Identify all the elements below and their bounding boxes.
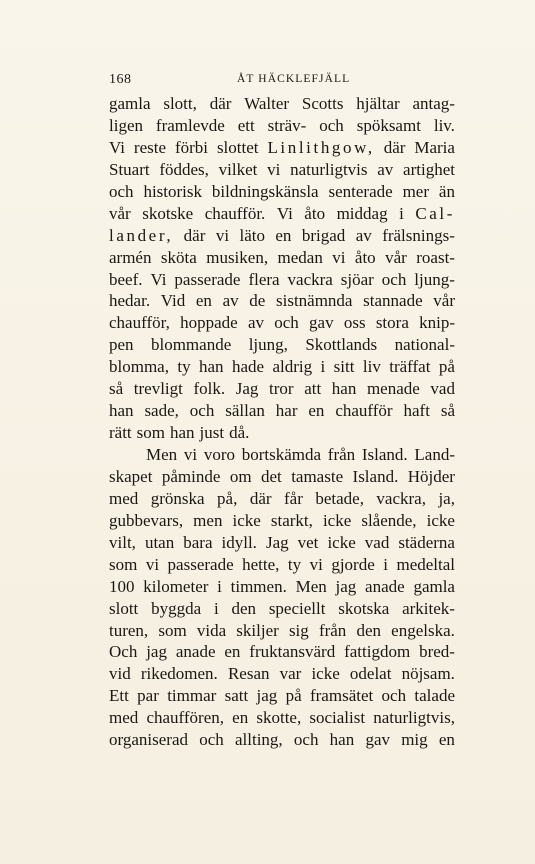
- word: och: [319, 115, 344, 135]
- word: vi: [309, 554, 323, 574]
- word: knip-: [419, 313, 455, 333]
- word: skotte,: [256, 708, 302, 728]
- word: Jag: [265, 532, 289, 552]
- word: sköta: [160, 247, 197, 267]
- word: Och: [109, 642, 138, 662]
- word: organiserad: [109, 730, 188, 750]
- word: Cal-: [415, 203, 455, 223]
- word: spöksamt: [356, 115, 421, 135]
- word: speciellt: [268, 598, 326, 618]
- word: tror: [269, 379, 294, 399]
- word: vad: [430, 379, 455, 399]
- word: från: [318, 620, 347, 640]
- word: just: [199, 423, 225, 443]
- word: en: [232, 708, 249, 728]
- word: sjöar: [340, 269, 374, 289]
- word: var: [279, 664, 302, 684]
- word: som: [158, 620, 187, 640]
- word: vackra,: [376, 488, 426, 508]
- word: och: [274, 313, 299, 333]
- word: av: [377, 159, 394, 179]
- word: historisk: [143, 181, 202, 201]
- word: föddes,: [159, 159, 209, 179]
- text-line: [109, 378, 455, 400]
- word: och: [381, 269, 407, 289]
- text-line: [109, 729, 455, 751]
- word: Scotts: [301, 94, 344, 113]
- word: förbi: [174, 137, 208, 157]
- text-line: [109, 181, 455, 203]
- word: utan: [144, 532, 175, 552]
- word: tamaste: [291, 466, 344, 486]
- word: Vid: [160, 291, 186, 311]
- word: vi: [183, 445, 198, 464]
- word: bara: [183, 532, 213, 552]
- word: mig: [401, 730, 428, 750]
- page-header: [109, 72, 455, 90]
- word: passerade: [167, 554, 234, 574]
- word: Skottlands: [305, 335, 378, 355]
- word: på,: [217, 488, 238, 508]
- word: ty: [287, 554, 302, 574]
- word: vi: [145, 554, 160, 574]
- word: hette,: [242, 554, 280, 574]
- word: roast-: [416, 247, 455, 267]
- word: fruktansvärd: [249, 642, 336, 662]
- word: Island.: [352, 466, 399, 486]
- word: åto: [354, 247, 376, 267]
- word: Resan: [227, 664, 270, 684]
- word: ljung,: [248, 335, 288, 355]
- word: byggda: [151, 598, 202, 618]
- body-text: [109, 93, 455, 751]
- word: socialist: [309, 708, 366, 728]
- word: odelat: [349, 664, 392, 684]
- text-line: [109, 290, 455, 312]
- word: blommande: [150, 335, 232, 355]
- word: stannade: [363, 291, 423, 311]
- word: sade,: [144, 401, 179, 421]
- word: jag: [146, 642, 167, 662]
- word: anade: [365, 576, 405, 596]
- word: Walter: [244, 94, 290, 113]
- text-line: [109, 488, 455, 510]
- word: timmen.: [230, 576, 287, 596]
- text-line: [109, 641, 455, 663]
- running-head: ÅT HÄCKLEFJÄLL: [237, 73, 351, 85]
- text-line: [109, 269, 455, 291]
- word: och: [381, 686, 407, 706]
- word: hedar.: [109, 291, 151, 311]
- word: vi: [332, 247, 346, 267]
- word: liv.: [433, 115, 455, 135]
- text-line: [109, 576, 455, 598]
- word: träffat: [389, 357, 431, 377]
- word: rätt: [109, 423, 132, 443]
- word: menade: [366, 379, 420, 399]
- word: beef.: [109, 269, 143, 289]
- word: chaufför,: [109, 313, 170, 333]
- word: gav: [365, 730, 390, 750]
- word: en: [308, 401, 325, 421]
- word: satt: [224, 686, 249, 706]
- word: stora: [375, 313, 409, 333]
- word: på: [438, 357, 455, 377]
- word: han: [199, 357, 224, 377]
- word: middag: [336, 203, 388, 223]
- word: nöjsam.: [401, 664, 455, 684]
- word: han: [331, 379, 357, 399]
- text-line: [109, 707, 455, 729]
- word: sällan: [225, 401, 265, 421]
- word: timmar: [167, 686, 217, 706]
- word: aldrig: [272, 357, 313, 377]
- text-line: [109, 159, 455, 181]
- word: Vi: [276, 203, 293, 223]
- word: senterade: [328, 181, 393, 201]
- word: en: [224, 642, 241, 662]
- word: bortskämda: [241, 445, 322, 464]
- text-line: [109, 598, 455, 620]
- word: skapet: [109, 466, 153, 486]
- word: medeltal: [396, 554, 455, 574]
- word: då.: [229, 423, 250, 443]
- word: jag: [335, 576, 357, 596]
- word: ja,: [438, 488, 455, 508]
- word: och: [293, 730, 319, 750]
- word: Stuart: [109, 159, 150, 179]
- word: slott: [109, 598, 139, 618]
- word: naturligtvis: [290, 159, 368, 179]
- word: men: [193, 510, 223, 530]
- text-line: [109, 510, 455, 532]
- text-line: [109, 422, 455, 444]
- word: chaufför.: [204, 203, 266, 223]
- word: ett: [237, 115, 255, 135]
- word: än: [438, 181, 455, 201]
- word: och: [109, 181, 134, 201]
- word: folk.: [193, 379, 226, 399]
- word: idyll.: [221, 532, 257, 552]
- word: jag: [256, 686, 278, 706]
- word: har: [275, 401, 298, 421]
- word: vi: [267, 159, 281, 179]
- word: icke: [327, 532, 356, 552]
- word: vackra: [287, 269, 333, 289]
- word: gamla: [109, 94, 151, 113]
- word: reste: [133, 137, 167, 157]
- word: flera: [248, 269, 280, 289]
- word: i: [217, 576, 222, 596]
- word: mer: [402, 181, 430, 201]
- word: trevligt: [133, 379, 183, 399]
- word: Höjder: [407, 466, 455, 486]
- word: får: [284, 488, 303, 508]
- word: hoppade: [180, 313, 238, 333]
- text-line: [109, 532, 455, 554]
- text-line: [109, 400, 455, 422]
- word: voro: [203, 445, 236, 464]
- word: där: [249, 488, 272, 508]
- word: betade,: [315, 488, 364, 508]
- word: i: [383, 554, 388, 574]
- word: chauffören,: [146, 708, 224, 728]
- word: av: [222, 291, 239, 311]
- word: sig: [288, 620, 309, 640]
- word: artighet: [403, 159, 455, 179]
- word: att: [304, 379, 322, 399]
- word: den: [231, 598, 257, 618]
- word: Maria: [414, 137, 455, 157]
- word: vid: [109, 664, 131, 684]
- word: bildningskänsla: [211, 181, 319, 201]
- word: grönska: [150, 488, 205, 508]
- word: gjorde: [331, 554, 375, 574]
- text-line: [109, 93, 455, 115]
- word: där: [383, 137, 406, 157]
- word: det: [260, 466, 282, 486]
- word: liv: [362, 357, 381, 377]
- text-line: [109, 334, 455, 356]
- word: framlevde: [155, 115, 225, 135]
- word: i: [213, 598, 219, 618]
- word: slående,: [361, 510, 417, 530]
- word: icke: [322, 510, 352, 530]
- text-line: [109, 203, 455, 225]
- word: de: [249, 291, 266, 311]
- word: hade: [231, 357, 265, 377]
- word: vår: [109, 203, 131, 223]
- word: gav: [309, 313, 334, 333]
- word: om: [229, 466, 252, 486]
- text-line: [109, 225, 455, 247]
- word: rikedomen.: [140, 664, 218, 684]
- word: skotska: [338, 598, 390, 618]
- word: där: [209, 94, 232, 113]
- word: ty: [177, 357, 191, 377]
- word: Island.: [361, 445, 408, 464]
- word: Men: [146, 445, 178, 464]
- word: oss: [343, 313, 366, 333]
- word: med: [109, 708, 139, 728]
- text-line: [109, 444, 455, 466]
- word: och: [199, 730, 224, 750]
- word: den: [356, 620, 382, 640]
- word: vida: [196, 620, 227, 640]
- word: vilt,: [109, 532, 136, 552]
- word: hjältar: [356, 94, 400, 113]
- text-line: [109, 620, 455, 642]
- word: engelska.: [391, 620, 455, 640]
- word: Linlithgow,: [267, 137, 375, 157]
- word: läto: [239, 225, 265, 245]
- word: talade: [414, 686, 455, 706]
- word: ligen: [109, 115, 143, 135]
- word: slottet: [216, 137, 259, 157]
- word: naturligtvis,: [373, 708, 455, 728]
- word: kilometer: [143, 576, 209, 596]
- page-number: 168: [109, 72, 132, 87]
- word: slott,: [163, 94, 197, 113]
- word: passerade: [174, 269, 241, 289]
- word: sträv-: [267, 115, 307, 135]
- text-line: [109, 115, 455, 137]
- word: skotske: [142, 203, 194, 223]
- word: så: [440, 401, 455, 421]
- word: vilket: [218, 159, 258, 179]
- text-line: [109, 247, 455, 269]
- word: där: [183, 225, 206, 245]
- word: lander,: [109, 225, 174, 245]
- word: så: [109, 379, 124, 399]
- word: pen: [109, 335, 134, 355]
- text-line: [109, 312, 455, 334]
- word: gamla: [413, 576, 455, 596]
- text-line: [109, 466, 455, 488]
- text-line: [109, 137, 455, 159]
- word: antag-: [412, 94, 455, 113]
- word: han: [170, 423, 195, 443]
- word: vår: [385, 247, 407, 267]
- word: med: [109, 488, 139, 508]
- word: i: [399, 203, 404, 223]
- word: medan: [277, 247, 323, 267]
- word: bred-: [419, 642, 455, 662]
- word: Vi: [109, 137, 125, 157]
- word: åto: [304, 203, 326, 223]
- text-line: [109, 554, 455, 576]
- word: som: [136, 423, 165, 443]
- word: gubbevars,: [109, 510, 184, 530]
- word: från: [327, 445, 356, 464]
- word: haft: [403, 401, 430, 421]
- word: icke: [311, 664, 340, 684]
- word: sitt: [333, 357, 355, 377]
- word: blomma,: [109, 357, 169, 377]
- word: en: [438, 730, 455, 750]
- word: allting,: [234, 730, 283, 750]
- word: i: [320, 357, 326, 377]
- word: ljung-: [414, 269, 455, 289]
- word: par: [137, 686, 159, 706]
- word: städerna: [398, 532, 455, 552]
- word: frälsnings-: [382, 225, 455, 245]
- word: anade: [175, 642, 216, 662]
- word: som: [109, 554, 138, 574]
- word: av: [247, 313, 264, 333]
- word: arkitek-: [402, 598, 455, 618]
- word: han: [329, 730, 355, 750]
- word: Jag: [235, 379, 259, 399]
- word: påminde: [161, 466, 221, 486]
- word: armén: [109, 247, 152, 267]
- word: Vi: [150, 269, 167, 289]
- word: Ett: [109, 686, 129, 706]
- word: skiljer: [236, 620, 279, 640]
- word: på: [285, 686, 302, 706]
- word: brigad: [301, 225, 346, 245]
- word: icke: [232, 510, 261, 530]
- word: och: [189, 401, 215, 421]
- word: han: [109, 401, 134, 421]
- text-line: [109, 663, 455, 685]
- word: vad: [364, 532, 390, 552]
- word: vet: [297, 532, 319, 552]
- word: chaufför: [335, 401, 393, 421]
- word: fattigdom: [344, 642, 411, 662]
- word: Land-: [414, 445, 455, 464]
- text-line: [109, 356, 455, 378]
- text-line: [109, 685, 455, 707]
- word: framsätet: [309, 686, 374, 706]
- word: en: [195, 291, 212, 311]
- word: 100: [109, 576, 135, 596]
- word: starkt,: [270, 510, 313, 530]
- word: av: [355, 225, 372, 245]
- word: sistnämnda: [275, 291, 353, 311]
- word: musiken,: [206, 247, 269, 267]
- word: turen,: [109, 620, 149, 640]
- word: en: [275, 225, 292, 245]
- word: Men: [295, 576, 327, 596]
- word: icke: [426, 510, 455, 530]
- word: national-: [394, 335, 455, 355]
- word: vi: [215, 225, 230, 245]
- word: vår: [433, 291, 455, 311]
